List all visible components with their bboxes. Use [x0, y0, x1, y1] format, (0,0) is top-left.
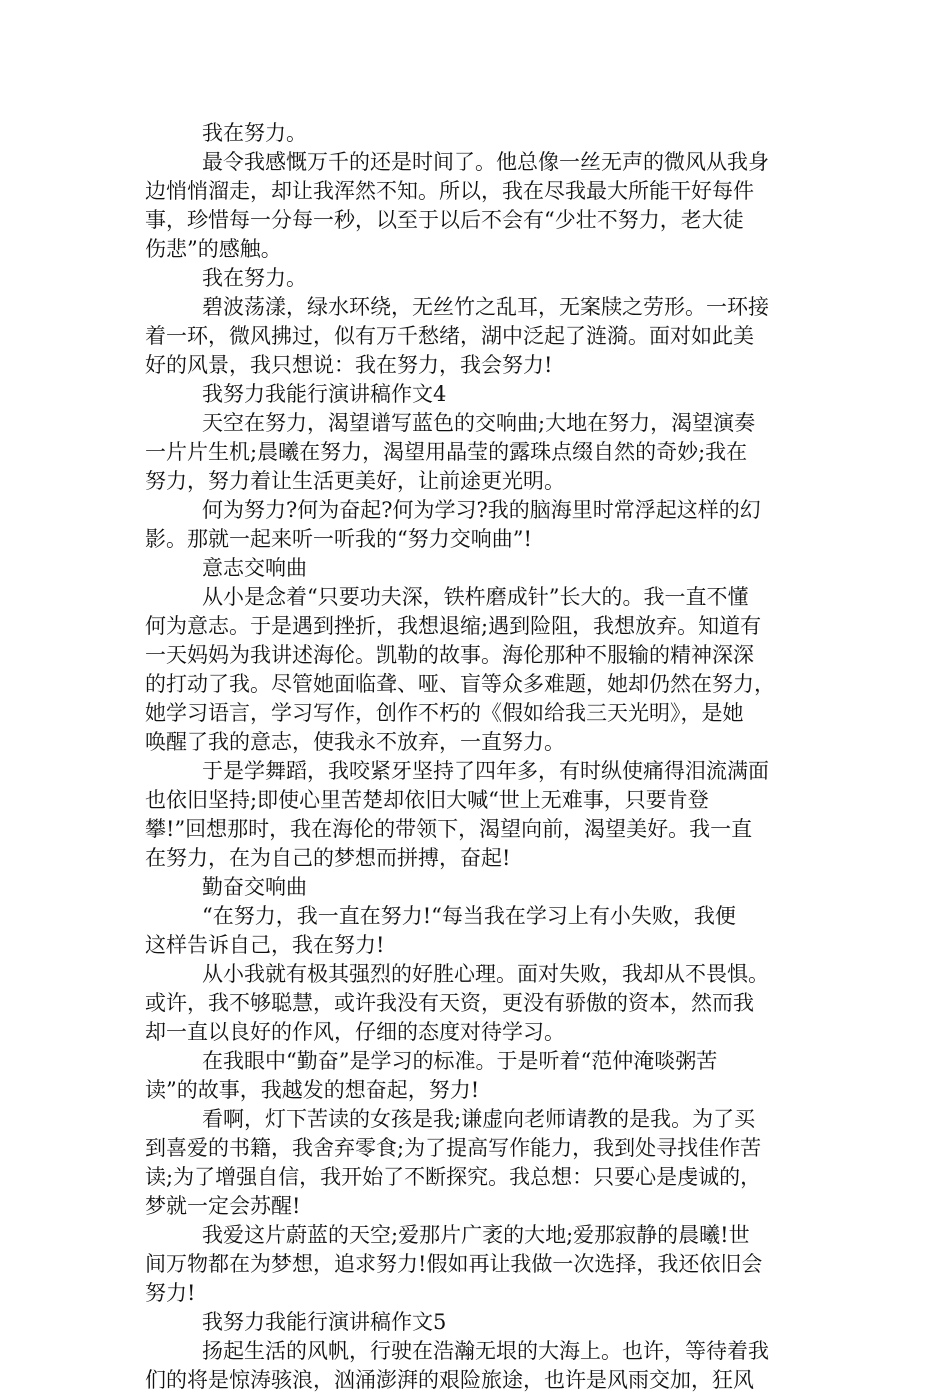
document-body — [145, 119, 813, 1395]
text-line: 意志交响曲 — [202, 556, 307, 580]
text-line: 一片片生机;晨曦在努力，渴望用晶莹的露珠点缀自然的奇妙;我在 — [145, 440, 748, 464]
text-line: 在我眼中“勤奋”是学习的标准。于是听着“范仲淹啖粥苦 — [202, 1049, 718, 1073]
text-line: 何为意志。于是遇到挫折，我想退缩;遇到险阻，我想放弃。知道有 — [145, 614, 762, 638]
text-line: 影。那就一起来听一听我的“努力交响曲”! — [145, 527, 532, 551]
text-line: 伤悲”的感触。 — [145, 237, 282, 261]
text-line: 看啊，灯下苦读的女孩是我;谦虚向老师请教的是我。为了买 — [202, 1107, 756, 1131]
text-line: 着一环，微风拂过，似有万千愁绪，湖中泛起了涟漪。面对如此美 — [145, 324, 754, 348]
text-line: 攀!”回想那时，我在海伦的带领下，渴望向前，渴望美好。我一直 — [145, 817, 753, 841]
text-line: 的打动了我。尽管她面临聋、哑、盲等众多难题，她却仍然在努力， — [145, 672, 775, 696]
text-line: 这样告诉自己，我在努力! — [145, 933, 385, 957]
text-line: 勤奋交响曲 — [202, 875, 307, 899]
text-line: “在努力，我一直在努力!“每当我在学习上有小失败，我便 — [202, 904, 736, 928]
text-line: 们的将是惊涛骇浪，汹涌澎湃的艰险旅途，也许是风雨交加，狂风 — [145, 1368, 754, 1392]
text-line: 却一直以良好的作风，仔细的态度对待学习。 — [145, 1020, 565, 1044]
text-line: 好的风景，我只想说：我在努力，我会努力! — [145, 353, 553, 377]
text-line: 天空在努力，渴望谱写蓝色的交响曲;大地在努力，渴望演奏 — [202, 411, 756, 435]
text-line: 于是学舞蹈，我咬紧牙坚持了四年多，有时纵使痛得泪流满面 — [202, 759, 769, 783]
text-line: 从小是念着“只要功夫深，铁杵磨成针”长大的。我一直不懂 — [202, 585, 749, 609]
text-line: 碧波荡漾，绿水环绕，无丝竹之乱耳，无案牍之劳形。一环接 — [202, 295, 769, 319]
text-line: 在努力，在为自己的梦想而拼搏，奋起! — [145, 846, 511, 870]
text-line: 最令我感慨万千的还是时间了。他总像一丝无声的微风从我身 — [202, 150, 769, 174]
text-line: 或许，我不够聪慧，或许我没有天资，更没有骄傲的资本，然而我 — [145, 991, 754, 1015]
text-line: 唤醒了我的意志，使我永不放弃，一直努力。 — [145, 730, 565, 754]
text-line: 努力，努力着让生活更美好，让前途更光明。 — [145, 469, 565, 493]
text-line: 读;为了增强自信，我开始了不断探究。我总想：只要心是虔诚的， — [145, 1165, 762, 1189]
text-line: 读”的故事，我越发的想奋起，努力! — [145, 1078, 480, 1102]
text-line: 间万物都在为梦想，追求努力!假如再让我做一次选择，我还依旧会 — [145, 1252, 763, 1276]
text-line: 她学习语言，学习写作，创作不朽的《假如给我三天光明》，是她 — [145, 701, 744, 725]
text-line: 我努力我能行演讲稿作文5 — [202, 1310, 447, 1334]
text-line: 我在努力。 — [202, 121, 307, 145]
text-line: 事，珍惜每一分每一秒，以至于以后不会有“少壮不努力，老大徒 — [145, 208, 744, 232]
text-line: 一天妈妈为我讲述海伦。凯勒的故事。海伦那种不服输的精神深深 — [145, 643, 754, 667]
text-line: 梦就一定会苏醒! — [145, 1194, 301, 1218]
text-line: 扬起生活的风帆，行驶在浩瀚无垠的大海上。也许，等待着我 — [202, 1339, 769, 1363]
text-line: 边悄悄溜走，却让我浑然不知。所以，我在尽我最大所能干好每件 — [145, 179, 754, 203]
text-line: 我在努力。 — [202, 266, 307, 290]
text-line: 努力! — [145, 1281, 196, 1305]
text-line: 到喜爱的书籍，我舍弃零食;为了提高写作能力，我到处寻找佳作苦 — [145, 1136, 762, 1160]
text-line: 何为努力?何为奋起?何为学习?我的脑海里时常浮起这样的幻 — [202, 498, 761, 522]
text-line: 我努力我能行演讲稿作文4 — [202, 382, 447, 406]
text-line: 我爱这片蔚蓝的天空;爱那片广袤的大地;爱那寂静的晨曦!世 — [202, 1223, 750, 1247]
text-line: 也依旧坚持;即使心里苦楚却依旧大喊“世上无难事，只要肯登 — [145, 788, 709, 812]
text-line: 从小我就有极其强烈的好胜心理。面对失败，我却从不畏惧。 — [202, 962, 769, 986]
